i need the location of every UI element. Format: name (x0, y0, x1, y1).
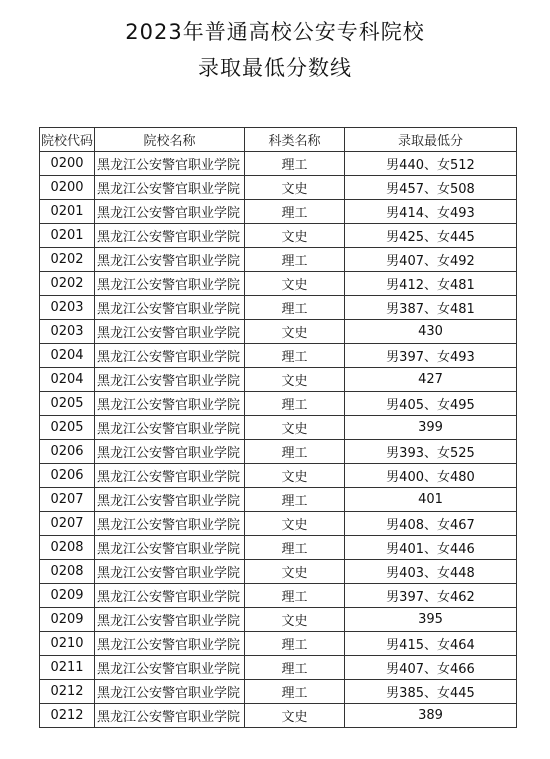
header-school-name: 院校名称 (95, 128, 245, 152)
cell-min-score: 男385、女445 (345, 680, 517, 704)
cell-school-name: 黑龙江公安警官职业学院 (95, 632, 245, 656)
header-min-score: 录取最低分 (345, 128, 517, 152)
cell-school-name: 黑龙江公安警官职业学院 (95, 368, 245, 392)
table-row (40, 536, 517, 560)
cell-min-score: 男401、女446 (345, 536, 517, 560)
cell-min-score: 男425、女445 (345, 224, 517, 248)
table-body (40, 152, 517, 728)
cell-min-score: 男407、女492 (345, 248, 517, 272)
cell-subject-category: 文史 (245, 560, 345, 584)
cell-subject-category: 理工 (245, 152, 345, 176)
cell-school-code: 0202 (40, 272, 95, 296)
header-row (40, 128, 517, 152)
cell-school-name: 黑龙江公安警官职业学院 (95, 536, 245, 560)
cell-min-score: 399 (345, 416, 517, 440)
cell-subject-category: 文史 (245, 320, 345, 344)
cell-subject-category: 理工 (245, 680, 345, 704)
cell-school-code: 0205 (40, 392, 95, 416)
table-row (40, 584, 517, 608)
cell-min-score: 男414、女493 (345, 200, 517, 224)
cell-min-score: 男400、女480 (345, 464, 517, 488)
cell-subject-category: 理工 (245, 536, 345, 560)
cell-subject-category: 理工 (245, 392, 345, 416)
cell-school-code: 0203 (40, 320, 95, 344)
cell-school-code: 0212 (40, 680, 95, 704)
cell-school-code: 0209 (40, 584, 95, 608)
cell-subject-category: 文史 (245, 176, 345, 200)
cell-subject-category: 文史 (245, 704, 345, 728)
cell-subject-category: 理工 (245, 200, 345, 224)
cell-school-name: 黑龙江公安警官职业学院 (95, 272, 245, 296)
cell-school-name: 黑龙江公安警官职业学院 (95, 584, 245, 608)
table-row (40, 176, 517, 200)
cell-subject-category: 理工 (245, 632, 345, 656)
title-line-1: 2023年普通高校公安专科院校 (125, 20, 425, 44)
cell-subject-category: 文史 (245, 368, 345, 392)
cell-school-code: 0201 (40, 224, 95, 248)
cell-school-code: 0211 (40, 656, 95, 680)
cell-school-code: 0206 (40, 440, 95, 464)
cell-min-score: 男393、女525 (345, 440, 517, 464)
cell-min-score: 男387、女481 (345, 296, 517, 320)
cell-school-code: 0206 (40, 464, 95, 488)
cell-subject-category: 理工 (245, 488, 345, 512)
table-row (40, 248, 517, 272)
cell-school-name: 黑龙江公安警官职业学院 (95, 200, 245, 224)
table-row (40, 680, 517, 704)
cell-school-code: 0204 (40, 344, 95, 368)
cell-min-score: 男397、女462 (345, 584, 517, 608)
table-row (40, 656, 517, 680)
admission-score-table (39, 127, 517, 728)
table-row (40, 440, 517, 464)
table-row (40, 296, 517, 320)
table-row (40, 704, 517, 728)
cell-min-score: 男415、女464 (345, 632, 517, 656)
cell-school-code: 0200 (40, 176, 95, 200)
cell-school-name: 黑龙江公安警官职业学院 (95, 176, 245, 200)
cell-min-score: 男412、女481 (345, 272, 517, 296)
cell-min-score: 男403、女448 (345, 560, 517, 584)
document-title (0, 14, 550, 86)
cell-school-code: 0205 (40, 416, 95, 440)
cell-school-name: 黑龙江公安警官职业学院 (95, 440, 245, 464)
table-row (40, 368, 517, 392)
cell-min-score: 男397、女493 (345, 344, 517, 368)
table-row (40, 560, 517, 584)
cell-school-name: 黑龙江公安警官职业学院 (95, 680, 245, 704)
header-subject-category: 科类名称 (245, 128, 345, 152)
table-row (40, 392, 517, 416)
table-header (40, 128, 517, 152)
table-row (40, 272, 517, 296)
table-row (40, 488, 517, 512)
table-row (40, 344, 517, 368)
cell-school-name: 黑龙江公安警官职业学院 (95, 464, 245, 488)
title-line-2: 录取最低分数线 (198, 56, 352, 80)
cell-subject-category: 理工 (245, 344, 345, 368)
cell-min-score: 389 (345, 704, 517, 728)
cell-subject-category: 理工 (245, 440, 345, 464)
cell-school-name: 黑龙江公安警官职业学院 (95, 152, 245, 176)
cell-school-code: 0210 (40, 632, 95, 656)
cell-subject-category: 文史 (245, 272, 345, 296)
cell-school-code: 0201 (40, 200, 95, 224)
cell-school-name: 黑龙江公安警官职业学院 (95, 656, 245, 680)
table-row (40, 632, 517, 656)
cell-subject-category: 文史 (245, 224, 345, 248)
cell-min-score: 427 (345, 368, 517, 392)
cell-school-name: 黑龙江公安警官职业学院 (95, 560, 245, 584)
table-row (40, 416, 517, 440)
cell-subject-category: 理工 (245, 584, 345, 608)
cell-subject-category: 理工 (245, 248, 345, 272)
cell-min-score: 男407、女466 (345, 656, 517, 680)
table-row (40, 152, 517, 176)
cell-min-score: 395 (345, 608, 517, 632)
cell-school-code: 0208 (40, 560, 95, 584)
table-row (40, 320, 517, 344)
cell-school-name: 黑龙江公安警官职业学院 (95, 320, 245, 344)
cell-school-code: 0207 (40, 488, 95, 512)
cell-school-code: 0209 (40, 608, 95, 632)
cell-school-code: 0200 (40, 152, 95, 176)
table-row (40, 464, 517, 488)
cell-school-code: 0212 (40, 704, 95, 728)
cell-subject-category: 文史 (245, 512, 345, 536)
table-row (40, 608, 517, 632)
cell-min-score: 男408、女467 (345, 512, 517, 536)
cell-school-name: 黑龙江公安警官职业学院 (95, 704, 245, 728)
cell-school-code: 0204 (40, 368, 95, 392)
cell-min-score: 430 (345, 320, 517, 344)
cell-school-name: 黑龙江公安警官职业学院 (95, 248, 245, 272)
table-row (40, 200, 517, 224)
cell-subject-category: 文史 (245, 608, 345, 632)
cell-min-score: 男405、女495 (345, 392, 517, 416)
cell-school-name: 黑龙江公安警官职业学院 (95, 608, 245, 632)
cell-school-code: 0202 (40, 248, 95, 272)
table-row (40, 224, 517, 248)
cell-subject-category: 文史 (245, 416, 345, 440)
cell-school-name: 黑龙江公安警官职业学院 (95, 512, 245, 536)
cell-min-score: 男440、女512 (345, 152, 517, 176)
cell-subject-category: 理工 (245, 296, 345, 320)
cell-school-code: 0207 (40, 512, 95, 536)
table-row (40, 512, 517, 536)
cell-min-score: 401 (345, 488, 517, 512)
cell-subject-category: 文史 (245, 464, 345, 488)
cell-min-score: 男457、女508 (345, 176, 517, 200)
cell-school-code: 0208 (40, 536, 95, 560)
cell-school-name: 黑龙江公安警官职业学院 (95, 488, 245, 512)
header-school-code: 院校代码 (40, 128, 95, 152)
cell-school-name: 黑龙江公安警官职业学院 (95, 416, 245, 440)
cell-subject-category: 理工 (245, 656, 345, 680)
cell-school-name: 黑龙江公安警官职业学院 (95, 392, 245, 416)
cell-school-name: 黑龙江公安警官职业学院 (95, 224, 245, 248)
cell-school-code: 0203 (40, 296, 95, 320)
cell-school-name: 黑龙江公安警官职业学院 (95, 344, 245, 368)
cell-school-name: 黑龙江公安警官职业学院 (95, 296, 245, 320)
